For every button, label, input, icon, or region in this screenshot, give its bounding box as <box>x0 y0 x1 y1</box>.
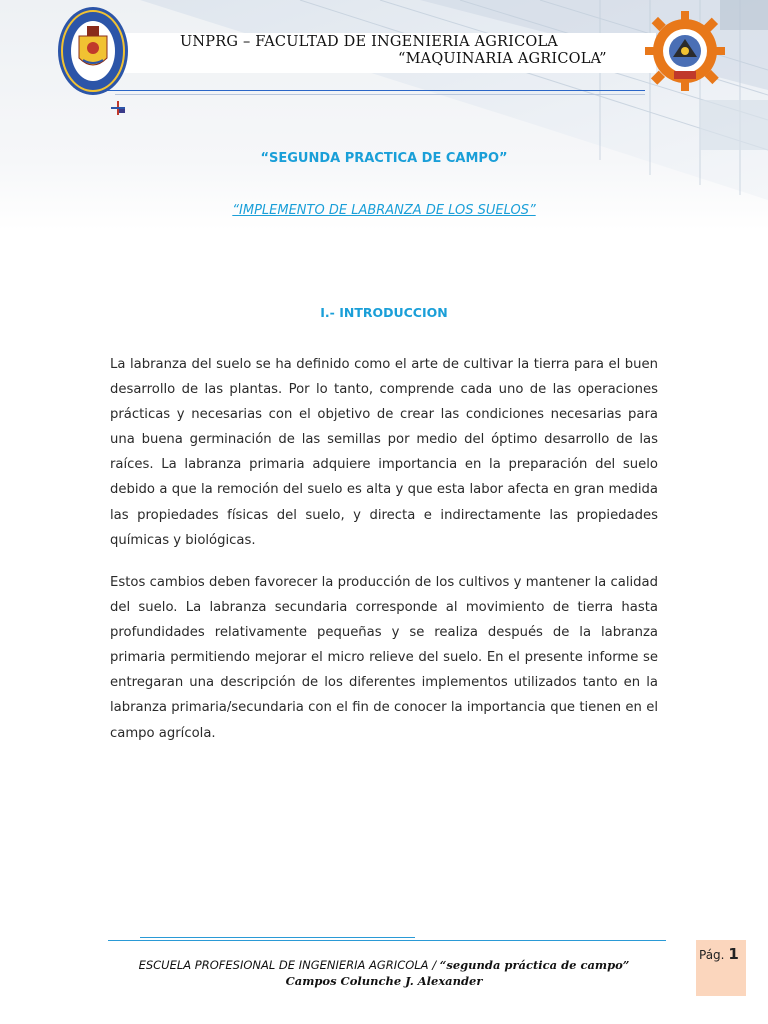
footer-rule <box>108 940 666 941</box>
footer-school: ESCUELA PROFESIONAL DE INGENIERIA AGRICOLA / <box>138 958 440 972</box>
document-subtitle <box>0 203 768 218</box>
header-rule <box>105 90 645 91</box>
body-paragraph: Estos cambios deben favorecer la producción de los cultivos y mantener la calidad del suelo. La labranza secundaria corresponde al movimiento de tierra hasta profundidades relativamente pequeñas y se realiza después de la labranza primaria permitiendo mejorar el micro relieve del suelo. En el presente informe se entregaran una descripción de los diferentes implementos utilizados tanto en la labranza primaria/secundaria con el fin de conocer la importancia que tienen en el campo agrícola. <box>110 575 658 741</box>
page-indicator <box>699 945 739 963</box>
footer-author: Campos Colunche J. Alexander <box>285 974 483 988</box>
document-subtitle-text: “IMPLEMENTO DE LABRANZA DE LOS SUELOS” <box>232 203 536 218</box>
section-heading: I.- INTRODUCCION <box>320 305 448 320</box>
header-rule-shadow <box>115 94 645 95</box>
crosshair-mark-icon <box>111 100 127 119</box>
university-seal-icon <box>57 6 129 100</box>
page-number-box <box>696 940 746 996</box>
faculty-gear-badge-icon <box>644 9 726 97</box>
header-institution: UNPRG – FACULTAD DE INGENIERIA AGRICOLA <box>180 34 558 50</box>
page-number: 1 <box>728 945 739 963</box>
page-label: Pág. <box>699 948 725 962</box>
footer-school-line <box>0 958 768 972</box>
document-title: “SEGUNDA PRACTICA DE CAMPO” <box>260 151 508 166</box>
footer-practice: “segunda práctica de campo” <box>439 958 630 972</box>
footer-rule-accent <box>140 937 415 938</box>
body-paragraph: La labranza del suelo se ha definido como el arte de cultivar la tierra para el buen desarrollo de las plantas. Por lo tanto, comprende cada uno de las operaciones prácticas y necesarias con el objetivo de crear las condiciones necesarias para una buena germinación de las semillas por medio del óptimo desarrollo de las raíces. La labranza primaria adquiere importancia en la preparación del suelo debido a que la remoción del suelo es alta y que esta labor afecta en gran medida las propiedades físicas del suelo, y directa e indirectamente las propiedades químicas y biológicas. <box>110 357 658 548</box>
header-course: “MAQUINARIA AGRICOLA” <box>398 51 607 67</box>
